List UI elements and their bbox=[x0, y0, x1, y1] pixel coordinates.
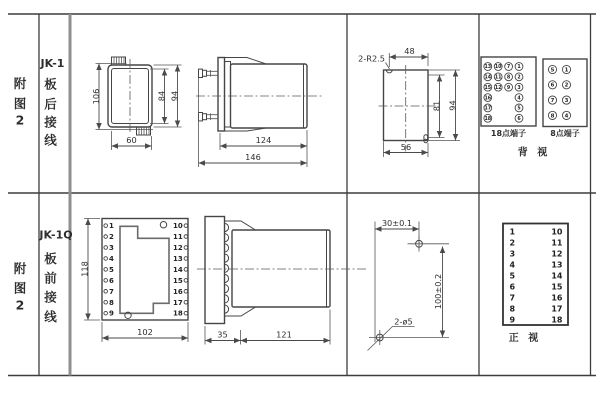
dim-label-56: 56 bbox=[400, 142, 412, 152]
front-terminals-right bbox=[173, 222, 188, 318]
terminal-label: 2 bbox=[109, 233, 114, 242]
dim-label-94: 94 bbox=[169, 90, 180, 102]
row1-fig-char: 2 bbox=[15, 112, 25, 128]
terminal-label: 15 bbox=[551, 282, 563, 292]
terminal-pin bbox=[184, 268, 188, 272]
terminal-number: 12 bbox=[494, 85, 502, 91]
dim-label-121: 121 bbox=[276, 329, 292, 340]
row1-mount-char: 线 bbox=[44, 132, 57, 148]
front-view-label: 正 视 bbox=[508, 333, 542, 344]
terminal-label: 5 bbox=[109, 265, 114, 274]
terminal-label: 10 bbox=[173, 222, 183, 231]
terminal-pin bbox=[104, 300, 108, 304]
terminal-label: 18 bbox=[173, 309, 183, 318]
terminal-18pt-label: 18点端子 bbox=[490, 129, 527, 138]
terminal-number: 2 bbox=[517, 75, 521, 81]
terminal-pin bbox=[104, 311, 108, 315]
terminal-label: 3 bbox=[109, 244, 114, 253]
terminal-label: 11 bbox=[551, 238, 563, 248]
row1-terminal-views bbox=[481, 57, 587, 159]
terminal-number: 1 bbox=[564, 67, 569, 74]
terminal-label: 12 bbox=[173, 244, 183, 253]
terminal-label: 5 bbox=[509, 271, 516, 281]
terminal-pin bbox=[104, 246, 108, 250]
terminal-label: 6 bbox=[109, 276, 114, 285]
terminal-pin bbox=[184, 290, 188, 294]
rear-view-label: 背 视 bbox=[517, 147, 551, 159]
dim-label-84: 84 bbox=[156, 90, 167, 102]
terminal-pin bbox=[104, 257, 108, 261]
terminal-pin bbox=[104, 224, 108, 228]
terminal-number: 3 bbox=[517, 85, 521, 91]
terminal-label: 2 bbox=[509, 238, 516, 248]
terminal-pin bbox=[184, 300, 188, 304]
row1-fig-char: 图 bbox=[13, 96, 27, 111]
row2-mount-char: 接 bbox=[44, 289, 57, 305]
terminal-number: 5 bbox=[550, 67, 555, 74]
row2-mount-char: 线 bbox=[44, 309, 57, 324]
terminal-label: 18 bbox=[551, 315, 563, 325]
row1-side-view-drawing bbox=[196, 58, 322, 168]
terminal-label: 11 bbox=[173, 233, 183, 242]
row2-side-view-drawing bbox=[197, 217, 366, 345]
row2-fig-char: 图 bbox=[13, 280, 27, 296]
row1-model-label: JK-1 bbox=[40, 57, 65, 70]
terminal-number: 4 bbox=[564, 113, 569, 120]
terminal-label: 4 bbox=[109, 254, 114, 263]
terminal-label: 9 bbox=[509, 315, 516, 325]
terminal-number: 13 bbox=[484, 65, 492, 71]
dim-label-118: 118 bbox=[79, 261, 90, 277]
terminal-label: 12 bbox=[551, 249, 563, 259]
terminal-label: 14 bbox=[551, 271, 563, 281]
front-terminals-left bbox=[104, 222, 114, 318]
terminal-label: 3 bbox=[509, 249, 516, 259]
row1-mount-char: 接 bbox=[44, 114, 57, 130]
row1-panel-cutout-drawing bbox=[358, 46, 460, 157]
terminal-number: 16 bbox=[484, 96, 492, 102]
terminal-number: 2 bbox=[564, 82, 569, 89]
terminal-table-right-column bbox=[551, 227, 563, 324]
dim-label-106: 106 bbox=[91, 88, 101, 105]
row2-mount-char: 前 bbox=[44, 270, 57, 286]
terminal-number: 9 bbox=[506, 85, 511, 91]
terminal-number: 8 bbox=[506, 75, 511, 81]
row2-mount-char: 板 bbox=[44, 251, 57, 266]
terminal-pin bbox=[184, 257, 188, 261]
terminal-pin bbox=[184, 224, 188, 228]
terminal-number: 11 bbox=[494, 75, 502, 81]
terminal-8pt-label: 8点端子 bbox=[550, 129, 580, 138]
terminal-number: 6 bbox=[517, 116, 521, 122]
terminal-pin bbox=[184, 279, 188, 283]
terminal-label: 16 bbox=[173, 287, 183, 296]
terminal-pin bbox=[104, 268, 108, 272]
terminal-label: 17 bbox=[551, 304, 563, 314]
dim-label-100: 100±0.2 bbox=[433, 273, 443, 310]
terminal-label: 1 bbox=[109, 222, 114, 231]
terminal-number: 4 bbox=[517, 96, 521, 102]
row2-fig-char: 附 bbox=[13, 261, 27, 276]
terminal-label: 4 bbox=[509, 260, 516, 270]
terminal-number: 14 bbox=[484, 75, 492, 81]
row1-mount-char: 板 bbox=[44, 76, 57, 92]
dim-label-2-d5: 2-ø5 bbox=[394, 316, 413, 327]
terminal-label: 17 bbox=[173, 298, 183, 307]
row2-header bbox=[14, 229, 73, 325]
terminal-pin bbox=[104, 290, 108, 294]
row2-fig-char: 2 bbox=[15, 297, 25, 313]
terminal-number: 8 bbox=[550, 113, 555, 120]
terminal-label: 8 bbox=[509, 304, 516, 314]
terminal-label: 6 bbox=[509, 282, 516, 292]
terminal-label: 8 bbox=[109, 298, 114, 307]
row2-terminal-table bbox=[503, 224, 568, 345]
terminal-pin bbox=[104, 235, 108, 239]
terminal-label: 9 bbox=[109, 309, 114, 318]
row1-front-view-drawing bbox=[91, 57, 182, 150]
row1-fig-char: 附 bbox=[13, 76, 27, 91]
terminal-label: 15 bbox=[173, 276, 183, 285]
terminal-number: 18 bbox=[484, 116, 492, 122]
terminal-label: 13 bbox=[173, 254, 183, 263]
terminal-pin bbox=[104, 279, 108, 283]
terminal-label: 7 bbox=[109, 287, 114, 296]
terminal-table-left-column bbox=[510, 227, 516, 324]
dim-label-60: 60 bbox=[126, 135, 137, 145]
terminal-number: 7 bbox=[550, 98, 555, 105]
terminal-pin bbox=[184, 246, 188, 250]
terminal-label: 10 bbox=[551, 227, 563, 237]
dim-label-30: 30±0.1 bbox=[381, 218, 413, 228]
dim-label-48: 48 bbox=[404, 46, 415, 56]
mounting-hole bbox=[160, 222, 166, 228]
terminal-label: 7 bbox=[509, 293, 516, 303]
terminal-pin bbox=[184, 311, 188, 315]
terminal-pin bbox=[184, 235, 188, 239]
dim-label-146: 146 bbox=[245, 152, 261, 162]
row2-front-view-drawing bbox=[80, 219, 189, 343]
dim-label-124: 124 bbox=[255, 135, 272, 145]
mounting-stud-top bbox=[199, 69, 219, 77]
terminal-8pt-grid bbox=[548, 65, 570, 119]
terminal-number: 15 bbox=[484, 85, 492, 91]
terminal-label: 14 bbox=[173, 265, 183, 274]
mounting-stud-bottom bbox=[199, 113, 219, 121]
row2-model-label: JK-1Q bbox=[39, 228, 73, 242]
terminal-number: 6 bbox=[550, 82, 555, 89]
terminal-number: 5 bbox=[517, 106, 521, 112]
terminal-number: 7 bbox=[506, 65, 511, 71]
row2-drill-plan-drawing bbox=[368, 218, 450, 351]
terminal-number: 1 bbox=[517, 65, 521, 71]
dim-label-35: 35 bbox=[217, 329, 228, 340]
terminal-number: 17 bbox=[484, 106, 492, 112]
dim-label-2-R2.5: 2-R2.5 bbox=[358, 53, 385, 64]
row1-mount-char: 后 bbox=[44, 96, 57, 112]
terminal-label: 13 bbox=[551, 260, 563, 270]
dim-label-102: 102 bbox=[137, 327, 153, 337]
dim-label-94-cutout: 94 bbox=[447, 100, 458, 111]
terminal-18pt-grid bbox=[484, 63, 523, 123]
dim-label-81: 81 bbox=[431, 100, 442, 112]
terminal-number: 3 bbox=[564, 98, 569, 105]
terminal-label: 16 bbox=[551, 293, 563, 303]
terminal-label: 1 bbox=[509, 227, 516, 237]
terminal-number: 10 bbox=[494, 65, 502, 71]
